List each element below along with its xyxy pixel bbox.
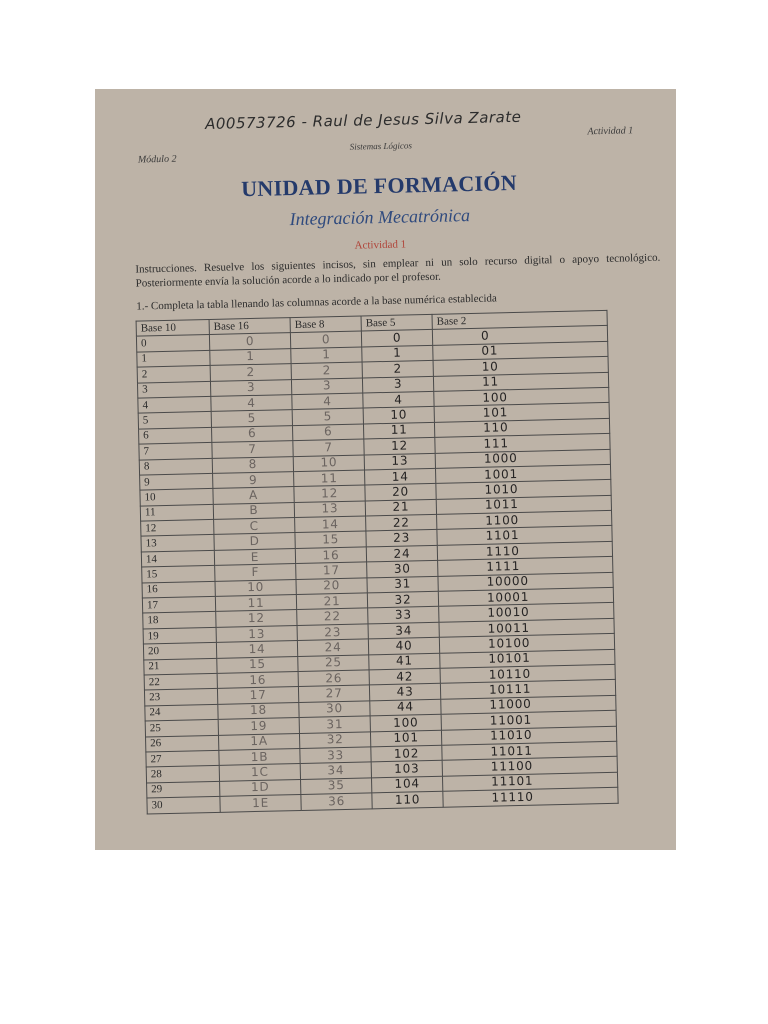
cell-base-8: 17 [296,562,367,579]
cell-base-8: 16 [295,547,366,564]
cell-base-10: 18 [143,612,216,629]
base-conversion-table [136,310,619,814]
cell-base-8: 31 [299,716,370,733]
cell-base-2: 1010 [436,480,611,499]
cell-base-10: 10 [140,489,213,506]
cell-base-16: 9 [213,471,294,488]
course-label: Sistemas Lógicos [349,140,413,152]
cell-base-16: 5 [211,410,292,427]
cell-base-2: 1111 [438,557,613,576]
cell-base-8: 4 [292,393,363,410]
cell-base-16: 19 [218,718,299,735]
cell-base-2: 1100 [437,510,612,529]
cell-base-5: 101 [371,730,442,747]
table-body [136,326,618,814]
document-page [95,89,676,850]
cell-base-10: 28 [146,766,219,783]
cell-base-10: 30 [147,796,220,813]
question-text: 1.- Completa la tabla llenando las columnas acorde a la base numérica establecida [136,292,498,313]
cell-base-16: F [215,564,296,581]
cell-base-16: 3 [210,379,291,396]
cell-base-2: 1001 [436,464,611,483]
cell-base-5: 40 [368,638,439,655]
cell-base-10: 9 [140,473,213,490]
cell-base-2: 110 [435,418,610,437]
cell-base-2: 10110 [440,664,615,683]
cell-base-5: 102 [371,745,442,762]
cell-base-2: 10011 [439,618,614,637]
cell-base-10: 6 [139,427,212,444]
cell-base-5: 4 [363,391,434,408]
cell-base-2: 11000 [441,695,616,714]
cell-base-5: 42 [369,668,440,685]
cell-base-8: 15 [295,531,366,548]
cell-base-16: 1C [219,764,300,781]
cell-base-10: 16 [142,581,215,598]
cell-base-16: A [213,487,294,504]
cell-base-2: 0 [432,326,607,345]
cell-base-10: 7 [139,443,212,460]
cell-base-16: 1D [220,779,301,796]
cell-base-10: 22 [144,673,217,690]
cell-base-2: 11101 [443,772,618,791]
cell-base-2: 1110 [437,541,612,560]
cell-base-8: 2 [291,362,362,379]
cell-base-5: 20 [365,484,436,501]
cell-base-2: 01 [433,341,608,360]
cell-base-16: E [214,548,295,565]
cell-base-2: 1000 [435,449,610,468]
cell-base-5: 44 [370,699,441,716]
cell-base-16: 7 [212,441,293,458]
cell-base-16: D [214,533,295,550]
cell-base-16: 16 [217,672,298,689]
cell-base-8: 0 [290,331,361,348]
cell-base-8: 10 [293,454,364,471]
cell-base-2: 101 [434,403,609,422]
cell-base-5: 14 [365,468,436,485]
cell-base-2: 11001 [441,710,616,729]
cell-base-10: 13 [141,535,214,552]
cell-base-5: 21 [365,499,436,516]
cell-base-10: 5 [138,412,211,429]
cell-base-8: 12 [294,485,365,502]
activity-header-label: Actividad 1 [587,125,634,138]
cell-base-8: 34 [300,762,371,779]
cell-base-5: 104 [372,776,443,793]
cell-base-8: 35 [301,778,372,795]
cell-base-5: 3 [362,376,433,393]
handwritten-name: A00573726 - Raul de Jesus Silva Zarate [204,107,522,133]
cell-base-8: 25 [298,655,369,672]
header-base-16: Base 16 [209,318,290,335]
cell-base-2: 11 [433,372,608,391]
cell-base-5: 23 [366,530,437,547]
cell-base-8: 1 [291,347,362,364]
cell-base-5: 43 [369,684,440,701]
cell-base-10: 27 [146,750,219,767]
cell-base-2: 10101 [440,649,615,668]
module-label: Módulo 2 [137,153,177,166]
cell-base-8: 23 [297,624,368,641]
cell-base-8: 26 [298,670,369,687]
cell-base-8: 27 [299,685,370,702]
cell-base-5: 110 [372,791,443,808]
cell-base-5: 33 [368,607,439,624]
cell-base-2: 1101 [437,526,612,545]
cell-base-2: 1011 [436,495,611,514]
cell-base-8: 3 [292,378,363,395]
cell-base-10: 11 [140,504,213,521]
cell-base-10: 24 [145,704,218,721]
cell-base-16: 8 [212,456,293,473]
cell-base-10: 25 [145,720,218,737]
cell-base-8: 36 [301,793,372,810]
cell-base-16: 1A [218,733,299,750]
cell-base-8: 5 [292,408,363,425]
cell-base-8: 21 [296,593,367,610]
cell-base-5: 11 [364,422,435,439]
cell-base-10: 29 [147,781,220,798]
cell-base-5: 24 [366,545,437,562]
cell-base-2: 100 [434,387,609,406]
header-base-5: Base 5 [361,314,432,331]
header-base-10: Base 10 [136,319,209,336]
cell-base-16: 12 [216,610,297,627]
cell-base-16: 1B [219,748,300,765]
page-subtitle: Integración Mecatrónica [289,205,471,230]
cell-base-10: 19 [143,627,216,644]
cell-base-16: 10 [215,579,296,596]
cell-base-2: 11110 [443,787,618,806]
cell-base-5: 34 [368,622,439,639]
cell-base-2: 10010 [439,603,614,622]
cell-base-5: 100 [370,714,441,731]
cell-base-10: 12 [141,519,214,536]
cell-base-2: 11100 [442,757,617,776]
cell-base-10: 3 [137,381,210,398]
cell-base-2: 11010 [441,726,616,745]
cell-base-5: 32 [367,591,438,608]
cell-base-10: 8 [139,458,212,475]
cell-base-8: 7 [293,439,364,456]
cell-base-16: B [213,502,294,519]
cell-base-8: 6 [293,424,364,441]
cell-base-16: 18 [218,702,299,719]
cell-base-8: 22 [297,608,368,625]
cell-base-10: 15 [142,566,215,583]
cell-base-5: 10 [363,407,434,424]
cell-base-16: 1E [220,795,301,812]
cell-base-8: 11 [294,470,365,487]
cell-base-10: 0 [136,335,209,352]
cell-base-10: 14 [141,550,214,567]
cell-base-2: 11011 [442,741,617,760]
cell-base-8: 32 [300,731,371,748]
cell-base-16: 2 [210,364,291,381]
cell-base-5: 22 [366,514,437,531]
cell-base-8: 14 [295,516,366,533]
cell-base-8: 13 [294,501,365,518]
instructions-text: Instrucciones. Resuelve los siguientes incisos, sin emplear ni un solo recurso digital o apoyo tecnológico. Posteriormente envía la solución acorde a lo indicado por el profesor. [135,251,661,290]
cell-base-2: 10111 [440,680,615,699]
cell-base-5: 0 [361,330,432,347]
cell-base-8: 33 [300,747,371,764]
cell-base-5: 103 [371,761,442,778]
cell-base-5: 41 [369,653,440,670]
cell-base-16: 11 [215,595,296,612]
cell-base-10: 4 [138,396,211,413]
cell-base-2: 111 [435,434,610,453]
cell-base-10: 23 [144,689,217,706]
cell-base-8: 30 [299,701,370,718]
cell-base-5: 31 [367,576,438,593]
cell-base-8: 24 [297,639,368,656]
cell-base-10: 2 [137,366,210,383]
cell-base-16: 14 [216,641,297,658]
activity-label: Actividad 1 [354,238,407,252]
cell-base-5: 12 [364,437,435,454]
cell-base-8: 20 [296,578,367,595]
cell-base-10: 17 [142,596,215,613]
paper-sheet [95,89,676,850]
cell-base-2: 10 [433,357,608,376]
cell-base-16: C [214,518,295,535]
cell-base-5: 30 [367,561,438,578]
cell-base-5: 2 [362,361,433,378]
cell-base-2: 10000 [438,572,613,591]
cell-base-10: 20 [143,643,216,660]
cell-base-10: 21 [144,658,217,675]
cell-base-5: 1 [362,345,433,362]
cell-base-10: 26 [146,735,219,752]
page-title: UNIDAD DE FORMACIÓN [240,169,518,202]
cell-base-16: 0 [209,333,290,350]
cell-base-16: 6 [212,425,293,442]
cell-base-10: 1 [137,350,210,367]
cell-base-2: 10100 [439,634,614,653]
header-base-2: Base 2 [432,310,607,329]
cell-base-16: 4 [211,395,292,412]
cell-base-16: 15 [217,656,298,673]
cell-base-16: 13 [216,625,297,642]
cell-base-16: 17 [217,687,298,704]
cell-base-2: 10001 [438,587,613,606]
header-base-8: Base 8 [290,316,361,333]
cell-base-16: 1 [210,348,291,365]
cell-base-5: 13 [364,453,435,470]
